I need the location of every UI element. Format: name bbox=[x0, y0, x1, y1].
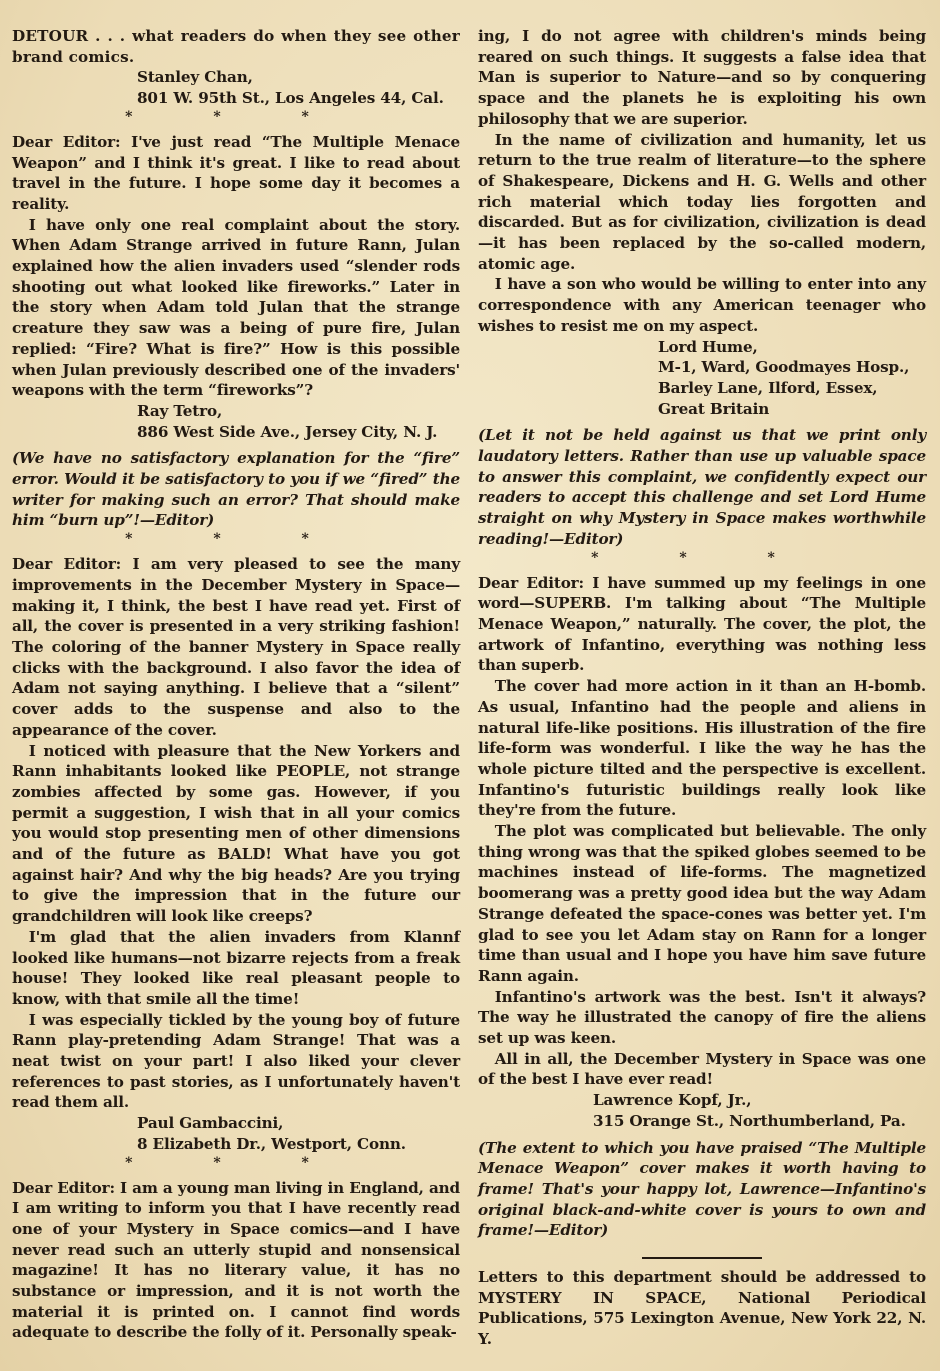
signature-address: Barley Lane, Ilford, Essex, bbox=[658, 378, 878, 397]
letter-kopf-paragraph: The cover had more action in it than an H-bomb. As usual, Infantino had the people and aliens in natural life-like positions. His illustration of the fire life-form was wonderful. I like the way he has the whole picture tilted and the perspective is excellent. Infantino's futuristic buildings really look like they're from the future. bbox=[478, 677, 926, 820]
editor-reply: (We have no satisfactory explanation for the “fire” error. Would it be satisfactory to you if we “fired” the writer for making such an error? That should make him “burn up”!—Editor) bbox=[12, 449, 460, 530]
letter-gambaccini-paragraph: I noticed with pleasure that the New Yorkers and Rann inhabitants looked like PEOPLE, not strange zombies affected by some gas. However, if you permit a suggestion, I wish that in all your comics you would stop presenting men of other dimensions and of the future as BALD! What have you got against hair? And why the big heads? Are you trying to give the impression that in the future our grandchildren will look like creeps? bbox=[12, 741, 460, 926]
left-column bbox=[12, 26, 460, 1371]
signature-address: 801 W. 95th St., Los Angeles 44, Cal. bbox=[137, 89, 444, 108]
footer-divider bbox=[642, 1257, 762, 1259]
letter-tetro-paragraph: Dear Editor: I've just read “The Multiple Menace Weapon” and I think it's great. I like to read about travel in the future. I hope some day it becomes a reality. bbox=[12, 132, 460, 213]
letter-tetro-paragraph: I have only one real complaint about the story. When Adam Strange arrived in future Rann, Julan explained how the alien invaders used “slender rods shooting out what looked like fireworks.” Later in the story when Adam told Julan that the strange creature they saw was a being of pure fire, Julan replied: “Fire? What is fire?” How is this possible when Julan previously described one of the invaders' weapons with the term “fireworks”? bbox=[12, 215, 460, 400]
letter-kopf-paragraph: Dear Editor: I have summed up my feelings in one word—SUPERB. I'm talking about “The Multiple Menace Weapon,” naturally. The cover, the plot, the artwork of Infantino, everything was nothing less than superb. bbox=[478, 573, 926, 675]
star-divider: * * * bbox=[125, 531, 347, 548]
letter-hume-paragraph: Dear Editor: I am a young man living in England, and I am writing to inform you that I have recently read one of your Mystery in Space comics—and I have never read such an utterly stupid and nonsensical magazine! It has no literary value, it has no substance or impression, and it is not worth the material it is printed on. I cannot find words adequate to describe the folly of it. Personally speak- bbox=[12, 1178, 460, 1342]
signature-address: 8 Elizabeth Dr., Westport, Conn. bbox=[137, 1134, 406, 1153]
letter-hume-paragraph: In the name of civilization and humanity, let us return to the true realm of literature—to the sphere of Shakespeare, Dickens and H. G. Wells and other rich material which today lies forgotten and discarded. But as for civilization, civilization is dead—it has been replaced by the so-called modern, atomic age. bbox=[478, 130, 926, 273]
letter-gambaccini-paragraph: I'm glad that the alien invaders from Klannf looked like humans—not bizarre rejects from a freak house! They looked like real pleasant people to know, with that smile all the time! bbox=[12, 927, 460, 1008]
editor-reply: (The extent to which you have praised “The Multiple Menace Weapon” cover makes it worth having to frame! That's your happy lot, Lawrence—Infantino's original black-and-white cover is yours to own and frame!—Editor) bbox=[478, 1138, 926, 1240]
letter-kopf-paragraph: Infantino's artwork was the best. Isn't it always? The way he illustrated the canopy of fire the aliens set up was keen. bbox=[478, 987, 926, 1048]
star-divider: * * * bbox=[125, 108, 347, 125]
letter-gambaccini-paragraph: Dear Editor: I am very pleased to see the many improvements in the December Mystery in Space—making it, I think, the best I have read yet. First of all, the cover is presented in a very striking fashion! The coloring of the banner Mystery in Space really clicks with the background. I also favor the idea of Adam not saying anything. I believe that a “silent” cover adds to the suspense and also to the appearance of the cover. bbox=[12, 555, 460, 739]
signature-name: Stanley Chan, bbox=[137, 68, 253, 87]
signature-address: M-1, Ward, Goodmayes Hosp., bbox=[658, 358, 910, 377]
signature-address: 315 Orange St., Northumberland, Pa. bbox=[593, 1111, 906, 1130]
signature-name: Paul Gambaccini, bbox=[137, 1114, 284, 1133]
signature-address: 886 West Side Ave., Jersey City, N. J. bbox=[137, 422, 438, 441]
signature-name: Lawrence Kopf, Jr., bbox=[593, 1091, 752, 1110]
letter-kopf-paragraph: All in all, the December Mystery in Space was one of the best I have ever read! bbox=[478, 1049, 926, 1089]
signature-address: Great Britain bbox=[658, 399, 770, 418]
address-footer: Letters to this department should be addressed to MYSTERY IN SPACE, National Periodical Publications, 575 Lexington Avenue, New York 22, N. Y. bbox=[478, 1268, 926, 1349]
editor-reply: (Let it not be held against us that we print only laudatory letters. Rather than use up valuable space to answer this complaint, we confidently expect our readers to accept this challenge and set Lord Hume straight on why Mystery in Space makes worthwhile reading!—Editor) bbox=[478, 426, 926, 548]
detour-filler: DETOUR . . . what readers do when they see other brand comics. bbox=[12, 27, 460, 66]
letter-kopf-paragraph: The plot was complicated but believable. The only thing wrong was that the spiked globes seemed to be machines instead of life-forms. The magnetized boomerang was a pretty good idea but the way Adam Strange defeated the space-cones was better yet. I'm glad to see you let Adam stay on Rann for a longer time than usual and I hope you have him save future Rann again. bbox=[478, 822, 926, 985]
letter-gambaccini-paragraph: I was especially tickled by the young boy of future Rann play-pretending Adam Strange! That was a neat twist on your part! I also liked your clever references to past stories, as I unfortunately haven't read them all. bbox=[12, 1010, 460, 1112]
signature-name: Ray Tetro, bbox=[137, 401, 223, 420]
star-divider: * * * bbox=[125, 1154, 347, 1171]
letter-hume-paragraph: I have a son who would be willing to enter into any correspondence with any American teenager who wishes to resist me on my aspect. bbox=[478, 275, 926, 335]
star-divider: * * * bbox=[591, 549, 813, 566]
letter-hume-paragraph: ing, I do not agree with children's minds being reared on such things. It suggests a false idea that Man is superior to Nature—and so by conquering space and the planets he is exploiting his own philosophy that we are superior. bbox=[478, 27, 926, 128]
right-column bbox=[478, 26, 926, 1371]
signature-name: Lord Hume, bbox=[658, 337, 758, 356]
